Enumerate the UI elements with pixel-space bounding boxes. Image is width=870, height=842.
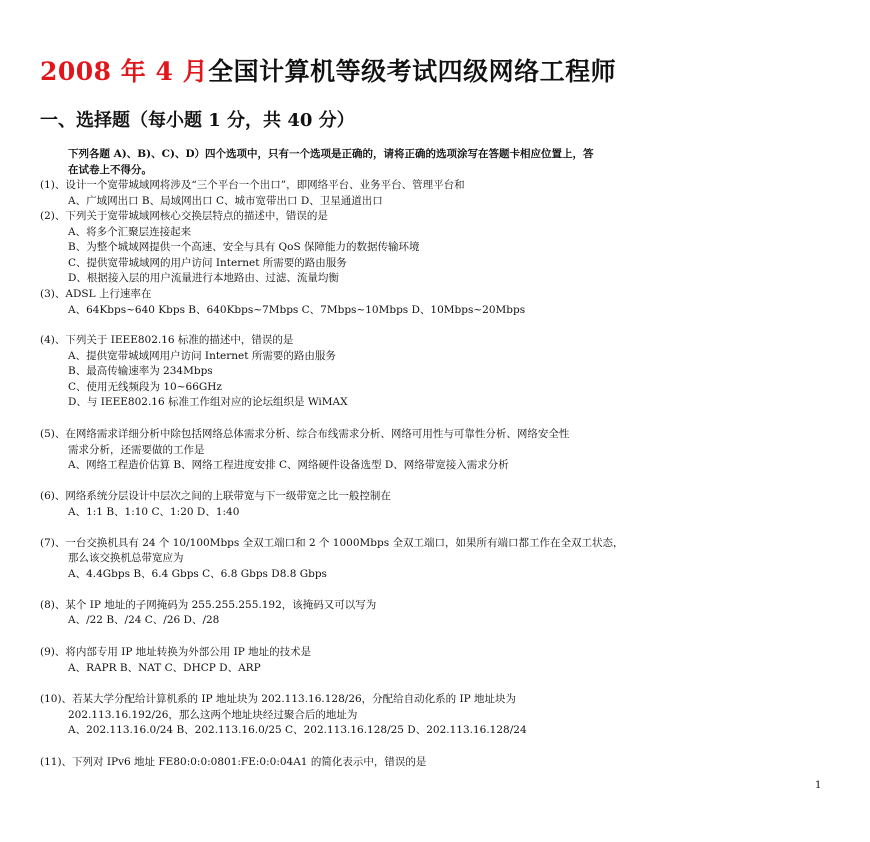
question-option: A、广域网出口 B、局域网出口 C、城市宽带出口 D、卫星通道出口 [68, 195, 383, 207]
document-title [40, 52, 616, 88]
question-stem: (10)、若某大学分配给计算机系的 IP 地址块为 202.113.16.128/26，分配给自动化系的 IP 地址块为 [40, 693, 517, 705]
question-option: A、将多个汇聚层连接起来 [68, 226, 192, 238]
title-text: 全国计算机等级考试四级网络工程师 [208, 57, 617, 86]
question-option: D、与 IEEE802.16 标准工作组对应的论坛组织是 WiMAX [68, 396, 348, 408]
question-stem: (8)、某个 IP 地址的子网掩码为 255.255.255.192，该掩码又可以写为 [40, 599, 377, 611]
question-option: A、提供宽带城域网用户访问 Internet 所需要的路由服务 [68, 350, 336, 362]
section-heading: 一、选择题（每小题 1 分，共 40 分） [40, 110, 355, 131]
question-option: B、最高传输速率为 234Mbps [68, 365, 213, 377]
question-stem: (9)、将内部专用 IP 地址转换为外部公用 IP 地址的技术是 [40, 646, 312, 658]
question-stem: (6)、网络系统分层设计中层次之间的上联带宽与下一级带宽之比一般控制在 [40, 490, 391, 502]
question-option: A、网络工程造价估算 B、网络工程进度安排 C、网络硬件设备选型 D、网络带宽接入需求分析 [68, 459, 509, 471]
question-option: C、提供宽带城域网的用户访问 Internet 所需要的路由服务 [68, 257, 347, 269]
question-stem: (7)、一台交换机具有 24 个 10/100Mbps 全双工端口和 2 个 1000Mbps 全双工端口，如果所有端口都工作在全双工状态， [40, 537, 624, 549]
question-stem: 那么该交换机总带宽应为 [68, 552, 184, 564]
page-number: 1 [815, 780, 822, 791]
question-stem: (11)、下列对 IPv6 地址 FE80:0:0:0801:FE:0:0:04A1 的简化表示中，错误的是 [40, 756, 427, 768]
question-stem: (1)、设计一个宽带城域网将涉及“三个平台一个出口”，即网络平台、业务平台、管理平台和 [40, 179, 465, 191]
question-option: A、1:1 B、1:10 C、1:20 D、1:40 [68, 506, 240, 518]
question-stem: 202.113.16.192/26，那么这两个地址块经过聚合后的地址为 [68, 709, 358, 721]
question-stem: (3)、ADSL 上行速率在 [40, 288, 152, 300]
title-date: 2008 年 4 月 [40, 57, 209, 86]
instructions-line: 在试卷上不得分。 [68, 164, 152, 176]
question-option: A、64Kbps~640 Kbps B、640Kbps~7Mbps C、7Mbps~10Mbps D、10Mbps~20Mbps [68, 304, 526, 316]
question-option: D、根据接入层的用户流量进行本地路由、过滤、流量均衡 [68, 272, 339, 284]
question-stem: (5)、在网络需求详细分析中除包括网络总体需求分析、综合布线需求分析、网络可用性与可靠性分析、网络安全性 [40, 428, 570, 440]
question-option: A、202.113.16.0/24 B、202.113.16.0/25 C、202.113.16.128/25 D、202.113.16.128/24 [68, 724, 527, 736]
instructions-line: 下列各题 A)、B)、C)、D）四个选项中，只有一个选项是正确的，请将正确的选项涂写在答题卡相应位置上，答 [68, 148, 594, 160]
question-option: A、RAPR B、NAT C、DHCP D、ARP [68, 662, 261, 674]
question-stem: (2)、下列关于宽带城域网核心交换层特点的描述中，错误的是 [40, 210, 328, 222]
question-option: A、4.4Gbps B、6.4 Gbps C、6.8 Gbps D8.8 Gbps [68, 568, 327, 580]
question-stem: 需求分析，还需要做的工作是 [68, 444, 205, 456]
question-stem: (4)、下列关于 IEEE802.16 标准的描述中，错误的是 [40, 334, 294, 346]
question-option: B、为整个城域网提供一个高速、安全与具有 QoS 保障能力的数据传输环境 [68, 241, 420, 253]
question-option: A、/22 B、/24 C、/26 D、/28 [68, 614, 220, 626]
question-option: C、使用无线频段为 10~66GHz [68, 381, 222, 393]
